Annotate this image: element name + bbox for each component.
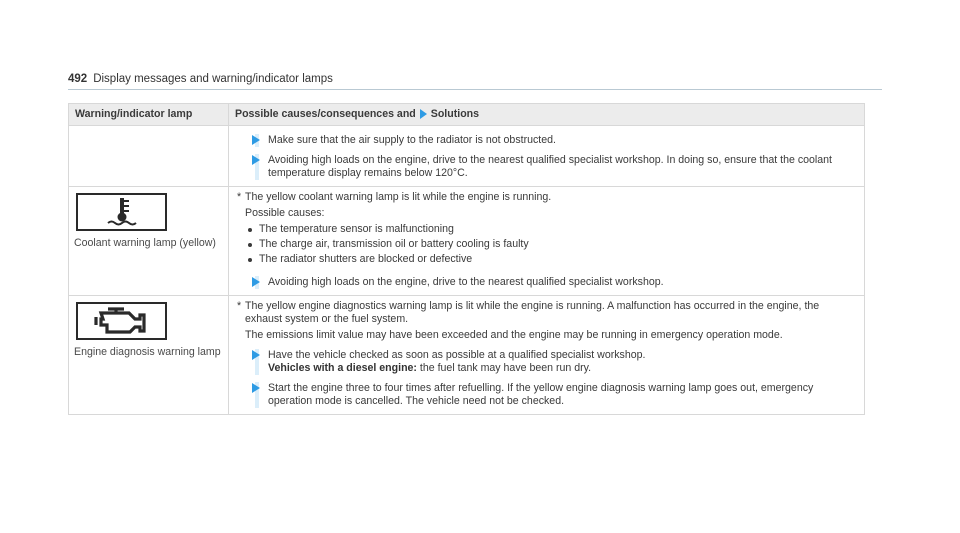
note-asterisk: *	[237, 191, 242, 203]
step-text: Avoiding high loads on the engine, drive to the nearest qualified specialist workshop. In doing so, ensure that the coolant temperature display remains below 120°C.	[268, 154, 832, 179]
step-arrow-icon	[252, 383, 260, 393]
step-arrow-icon	[252, 277, 260, 287]
coolant-temperature-icon	[76, 193, 167, 231]
solution-step	[237, 382, 858, 408]
note-asterisk: *	[237, 300, 242, 312]
step-arrow-icon	[252, 135, 260, 145]
step-arrow-icon	[252, 350, 260, 360]
paragraph: The emissions limit value may have been exceeded and the engine may be running in emergency operation mode.	[245, 329, 783, 341]
note	[237, 191, 858, 204]
step-text: Start the engine three to four times after refuelling. If the yellow engine diagnosis warning lamp goes out, emergency operation mode is cancelled. The vehicle need not be checked.	[268, 382, 814, 407]
page-header	[68, 73, 333, 85]
lamp-cell	[69, 296, 229, 415]
causes-list	[237, 223, 858, 266]
table-row	[69, 126, 865, 187]
list-item: The charge air, transmission oil or battery cooling is faulty	[247, 238, 858, 251]
info-cell	[229, 126, 865, 187]
solution-step	[237, 134, 858, 147]
lamp-name: Coolant warning lamp (yellow)	[74, 237, 216, 249]
solution-step	[237, 154, 858, 180]
solution-step	[237, 349, 858, 375]
causes-label: Possible causes:	[245, 207, 325, 219]
warning-lamp-table	[68, 103, 865, 415]
lamp-cell-empty	[69, 126, 229, 187]
diesel-label: Vehicles with a diesel engine:	[268, 362, 417, 374]
page-title: Display messages and warning/indicator lamps	[93, 73, 333, 85]
list-item: The temperature sensor is malfunctioning	[247, 223, 858, 236]
list-item: The radiator shutters are blocked or defective	[247, 253, 858, 266]
table-header-row	[69, 104, 865, 126]
step-content	[268, 349, 858, 375]
column-header-causes-label: Possible causes/consequences and	[235, 108, 416, 120]
note	[237, 300, 858, 326]
lamp-cell	[69, 187, 229, 296]
header-divider	[68, 89, 882, 90]
note-text: The yellow engine diagnostics warning lamp is lit while the engine is running. A malfunction has occurred in the engine, the exhaust system or the fuel system.	[245, 300, 820, 325]
step-text: Have the vehicle checked as soon as possible at a qualified specialist workshop.	[268, 349, 646, 361]
lamp-name: Engine diagnosis warning lamp	[74, 346, 221, 358]
step-text: Avoiding high loads on the engine, drive to the nearest qualified specialist workshop.	[268, 276, 664, 288]
table-row	[69, 187, 865, 296]
engine-diagnosis-icon	[76, 302, 167, 340]
info-cell	[229, 296, 865, 415]
column-header-lamp: Warning/indicator lamp	[69, 104, 229, 126]
column-header-causes	[229, 104, 865, 126]
solution-arrow-icon	[420, 109, 427, 119]
diesel-note	[268, 362, 858, 375]
page-number: 492	[68, 73, 88, 85]
step-arrow-icon	[252, 155, 260, 165]
info-cell	[229, 187, 865, 296]
diesel-text: the fuel tank may have been run dry.	[419, 362, 592, 374]
step-text: Make sure that the air supply to the radiator is not obstructed.	[268, 134, 556, 146]
table-row	[69, 296, 865, 415]
note-text: The yellow coolant warning lamp is lit while the engine is running.	[245, 191, 552, 203]
column-header-solutions-label: Solutions	[430, 108, 480, 120]
solution-step	[237, 276, 858, 289]
